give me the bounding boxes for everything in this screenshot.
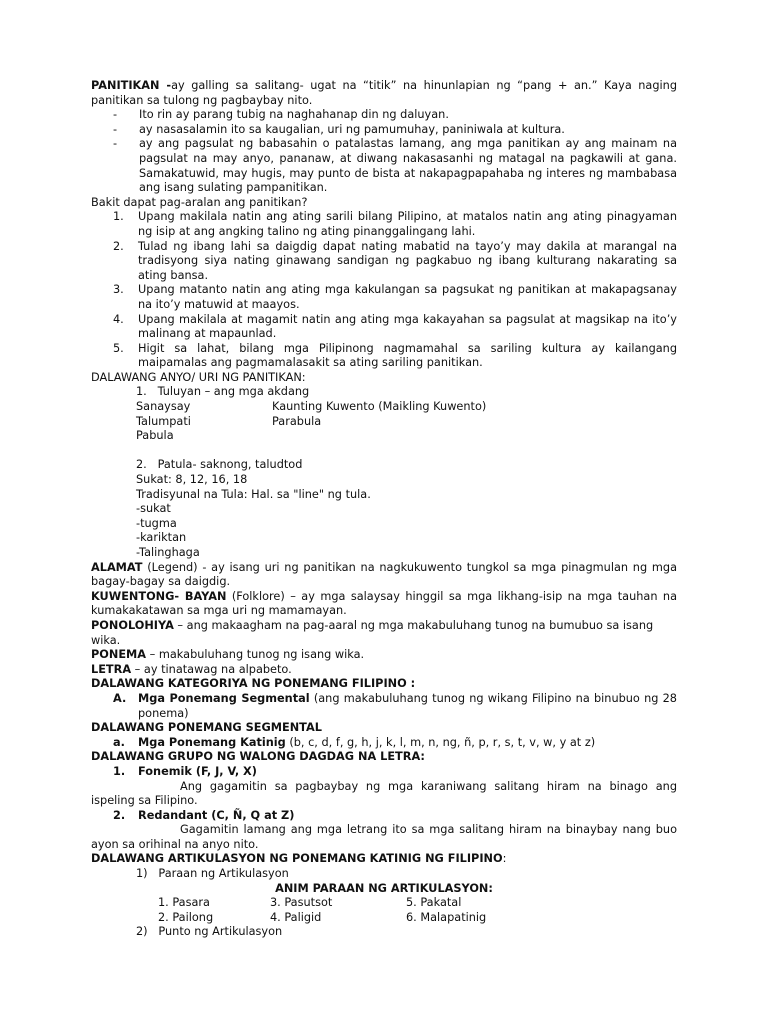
letra-text: – ay tinatawag na alpabeto.	[131, 662, 292, 676]
tuluyan-cell: Sanaysay	[136, 400, 191, 414]
reason-text: Upang makilala at magamit natin ang ating mga kakayahan sa pagsulat at magsikap na ito’y malinang at mapaunlad.	[138, 312, 677, 341]
segmental-text: (ang makabuluhang tunog ng wikang Filipino na binubuo ng 28 ponema)	[138, 691, 677, 720]
reason-number: 1.	[113, 210, 124, 224]
reason-item	[91, 342, 677, 371]
bullet-text: ay nasasalamin ito sa kaugalian, uri ng pamumuhay, paniniwala at kultura.	[139, 122, 565, 136]
artikulasyon-heading-colon: :	[502, 852, 507, 866]
punto-text: Punto ng Artikulasyon	[158, 925, 283, 939]
grupo-heading	[91, 750, 677, 765]
segmental-item	[91, 692, 677, 721]
segmental-term: Mga Ponemang Segmental	[138, 691, 310, 705]
reason-item	[91, 283, 677, 312]
term-alamat: ALAMAT	[91, 560, 143, 574]
tuluyan-cell: Pabula	[136, 429, 174, 443]
alamat-definition	[91, 561, 677, 590]
tuluyan-number: 1.	[136, 385, 147, 399]
anim-row	[91, 911, 677, 926]
grupo-heading-text: DALAWANG GRUPO NG WALONG DAGDAG NA LETRA:	[91, 750, 425, 764]
katinig-term: Mga Ponemang Katinig	[138, 735, 286, 749]
segmental-text-wrap	[131, 692, 677, 721]
katinig-text: (b, c, d, f, g, h, j, k, l, m, n, ng, ñ, p, r, s, t, v, w, y at z)	[285, 735, 596, 749]
term-letra: LETRA	[91, 662, 132, 676]
blank-line	[91, 444, 677, 459]
panitikan-text: ay galling sa salitang- ugat na “titik” na hinunlapian ng “pang + an.” Kaya naging panitikan sa tulong ng pagbaybay nito.	[91, 79, 677, 107]
bullet-marker: -	[113, 122, 118, 136]
reason-item	[91, 240, 677, 284]
tuluyan-heading	[91, 385, 677, 400]
anim-row	[91, 896, 677, 911]
letra-definition	[91, 663, 677, 678]
anim-cell: 6. Malapatinig	[406, 910, 487, 924]
tuluyan-row	[91, 400, 677, 415]
katinig-text-wrap	[131, 736, 677, 751]
artikulasyon-heading-text: DALAWANG ARTIKULASYON NG PONEMANG KATINIG NG FILIPINO	[91, 852, 503, 866]
reason-number: 5.	[113, 341, 124, 355]
alamat-text: (Legend) - ay isang uri ng panitikan na nagkukuwento tungkol sa mga pinagmulan ng mga bagay-bagay sa daigdig.	[91, 560, 677, 589]
why-heading: Bakit dapat pag-aralan ang panitikan?	[91, 195, 308, 209]
katinig-marker: a.	[113, 735, 125, 749]
document-body	[91, 79, 677, 940]
ponema-text: – makabuluhang tunog ng isang wika.	[146, 648, 365, 662]
anim-cell: 4. Paligid	[270, 910, 322, 924]
reason-text: Higit sa lahat, bilang mga Pilipinong nagmamahal sa sariling kultura ay kailangang maipamalas ang pagmamalasakit sa ating sariling panitikan.	[138, 341, 677, 370]
anim-cell: 2. Pailong	[158, 910, 214, 924]
bullet-text: Ito rin ay parang tubig na naghahanap din ng daluyan.	[139, 108, 449, 122]
redandant-description	[91, 823, 677, 852]
kuwentong-bayan-definition	[91, 590, 677, 619]
segmental-heading-text: DALAWANG PONEMANG SEGMENTAL	[91, 721, 322, 735]
fonemik-text: Ang gagamitin sa pagbaybay ng mga karaniwang salitang hiram na binago ang ispeling sa Filipino.	[91, 779, 677, 808]
kuwentong-bayan-text: (Folklore) – ay mga salaysay hinggil sa mga likhang-isip na mga tauhan na kumakakatawan sa mga uri ng mamamayan.	[91, 589, 677, 618]
reason-text: Upang makilala natin ang ating sarili bilang Pilipino, at matalos natin ang ating pinagyaman ng isip at ang angking talino ng ating pinanggalingang lahi.	[138, 210, 677, 238]
reason-number: 4.	[113, 312, 124, 326]
reason-number: 2.	[113, 239, 124, 253]
patula-number: 2.	[136, 458, 147, 472]
bullet-text: ay ang pagsulat ng babasahin o patalastas lamang, ang mga panitikan ay ang mainam na pagsulat na may anyo, pananaw, at diwang nakasasanhi ng matagal na pagkawili at gana. Samakatuwid, may hugis, may punto de bista at nakapagpapahaba ng interes ng mambabasa ang isang sulating pampanitikan.	[139, 137, 677, 195]
anim-cell: 1. Pasara	[158, 896, 210, 910]
paraan-text: Paraan ng Artikulasyon	[158, 867, 289, 881]
redandant-number: 2.	[113, 808, 126, 822]
segmental-marker: A.	[113, 691, 127, 705]
term-ponema: PONEMA	[91, 648, 147, 662]
reason-text: Upang matanto natin ang ating mga kakulangan sa pagsukat ng panitikan at makapagsanay na ito’y matuwid at maayos.	[138, 283, 677, 311]
bullet-item	[91, 137, 677, 195]
ponolohiya-text: – ang makaagham na pag-aaral ng mga makabuluhang tunog na bumubuo sa isang wika.	[91, 618, 654, 647]
fonemik-description	[91, 780, 677, 809]
fonemik-term: Fonemik (F, J, V, X)	[138, 764, 257, 778]
ponema-definition	[91, 648, 677, 663]
bullet-marker: -	[113, 137, 118, 151]
patula-line: -kariktan	[136, 531, 187, 545]
patula-line: -Talinghaga	[136, 546, 200, 559]
tuluyan-cell: Kaunting Kuwento (Maikling Kuwento)	[272, 400, 487, 414]
punto-number: 2)	[136, 925, 148, 939]
patula-line: -sukat	[136, 502, 171, 516]
tuluyan-row	[91, 429, 677, 444]
ponolohiya-definition	[91, 619, 677, 648]
term-panitikan: PANITIKAN -	[91, 79, 172, 92]
punto-item	[91, 925, 677, 940]
panitikan-definition	[91, 79, 677, 108]
reason-text: Tulad ng ibang lahi sa daigdig dapat nating mabatid na tayo’y may dakila at marangal na tradisyong siya nating ginawang sandigan ng pagkabuo ng ibang kulturang nakarating sa ating bansa.	[138, 239, 677, 282]
term-kuwentong-bayan: KUWENTONG- BAYAN	[91, 589, 227, 603]
reason-number: 3.	[113, 283, 124, 297]
kategoriya-heading	[91, 677, 677, 692]
patula-heading	[91, 458, 677, 473]
segmental-heading	[91, 721, 677, 736]
fonemik-number: 1.	[113, 764, 126, 778]
kategoriya-heading-text: DALAWANG KATEGORIYA NG PONEMANG FILIPINO :	[91, 677, 416, 691]
bullet-item	[91, 123, 677, 138]
anim-heading	[91, 882, 677, 897]
tuluyan-cell: Talumpati	[136, 414, 191, 428]
term-ponolohiya: PONOLOHIYA	[91, 618, 174, 632]
tuluyan-cell: Parabula	[272, 414, 322, 428]
bullet-marker: -	[113, 108, 118, 122]
anim-heading-text: ANIM PARAAN NG ARTIKULASYON:	[275, 881, 493, 895]
anim-cell: 3. Pasutsot	[270, 896, 333, 910]
redandant-item	[91, 809, 677, 824]
patula-title: Patula- saknong, taludtod	[157, 458, 303, 472]
fonemik-item	[91, 765, 677, 780]
reason-item	[91, 210, 677, 239]
katinig-item	[91, 736, 677, 751]
paraan-item	[91, 867, 677, 882]
redandant-text: Gagamitin lamang ang mga letrang ito sa mga salitang hiram na binaybay nang buo ayon sa orihinal na anyo nito.	[91, 823, 677, 851]
anim-cell: 5. Pakatal	[406, 896, 462, 910]
tuluyan-title: Tuluyan – ang mga akdang	[157, 385, 310, 399]
reason-item	[91, 313, 677, 342]
artikulasyon-heading	[91, 852, 677, 867]
bullet-item	[91, 108, 677, 123]
patula-line: -tugma	[136, 516, 177, 530]
patula-line: Tradisyunal na Tula: Hal. sa "line" ng tula.	[136, 487, 371, 501]
tuluyan-row	[91, 415, 677, 430]
patula-line: Sukat: 8, 12, 16, 18	[136, 473, 248, 487]
paraan-number: 1)	[136, 867, 148, 881]
redandant-term: Redandant (C, Ñ, Q at Z)	[138, 808, 295, 822]
anyo-heading: DALAWANG ANYO/ URI NG PANITIKAN:	[91, 370, 306, 384]
